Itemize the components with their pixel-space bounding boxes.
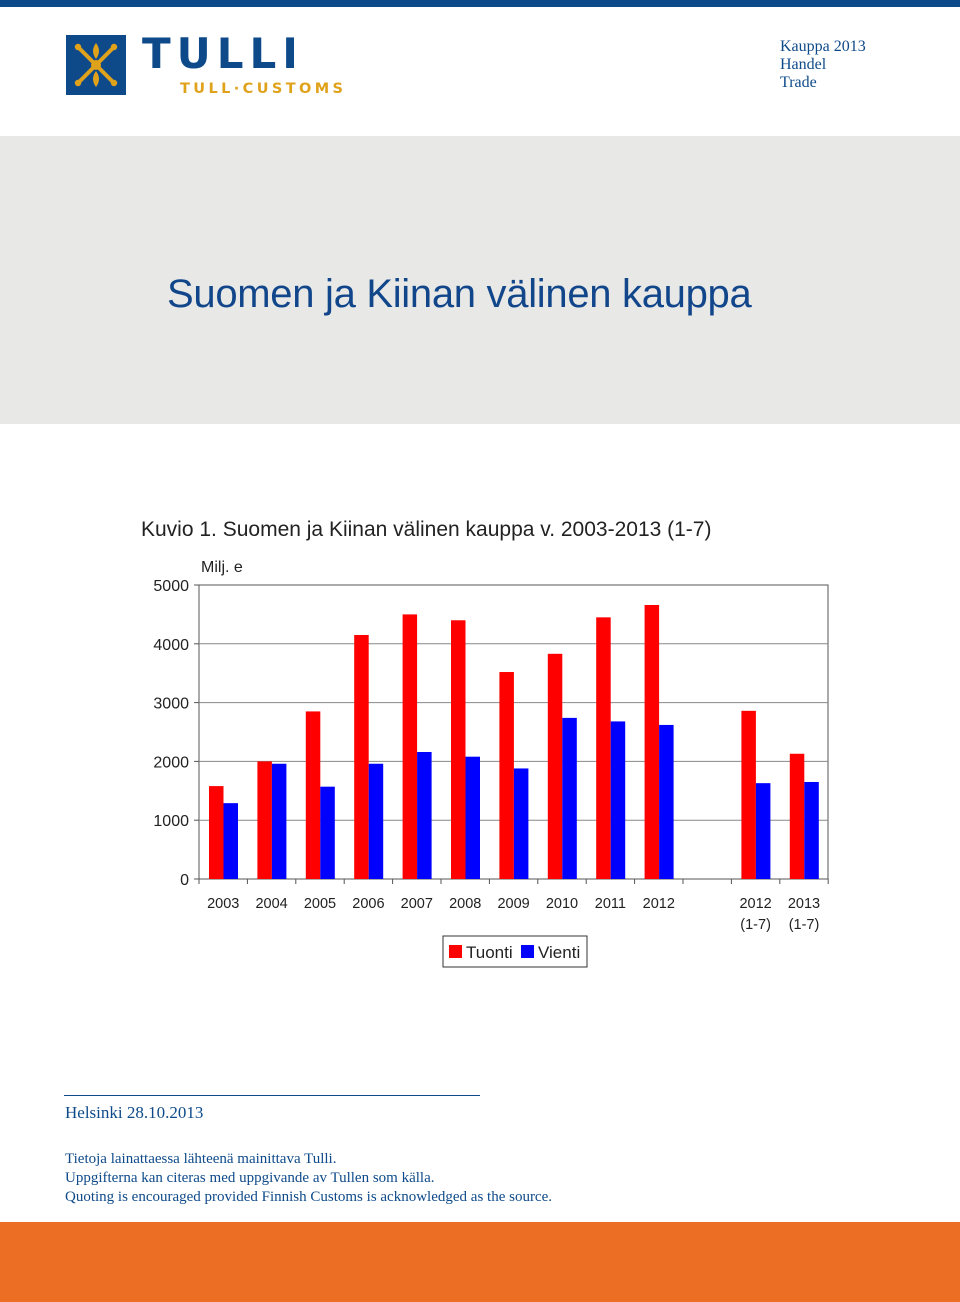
x-tick-label: 2005 xyxy=(303,896,337,912)
legend-swatch-vienti xyxy=(521,945,534,958)
x-tick-label: 2006 xyxy=(352,896,385,912)
y-tick-label: 0 xyxy=(180,872,189,889)
bar-tuonti xyxy=(209,786,224,879)
y-tick-label: 3000 xyxy=(153,695,189,713)
y-tick-label: 5000 xyxy=(153,578,189,595)
bar-vienti xyxy=(369,764,384,879)
notice-line-en: Quoting is encouraged provided Finnish Customs is acknowledged as the source. xyxy=(65,1189,553,1205)
citation-notice xyxy=(65,1150,552,1207)
legend-label-tuonti: Tuonti xyxy=(466,943,513,962)
logo-subtitle: TULL·CUSTOMS xyxy=(180,81,347,97)
x-tick-label: 2012 xyxy=(739,896,772,912)
bar-vienti xyxy=(224,803,239,879)
bar-tuonti xyxy=(548,654,563,879)
notice-line-sv: Uppgifterna kan citeras med uppgivande av Tullen som källa. xyxy=(65,1170,435,1186)
bar-tuonti xyxy=(354,635,369,879)
bar-tuonti xyxy=(403,614,418,879)
document-tags xyxy=(780,38,866,92)
y-tick-label: 4000 xyxy=(153,636,189,654)
top-stripe xyxy=(0,0,960,7)
x-tick-label: 2012 xyxy=(642,896,675,912)
bar-tuonti xyxy=(790,754,805,879)
y-tick-label: 1000 xyxy=(153,813,189,831)
bar-vienti xyxy=(320,787,335,879)
x-tick-label: 2004 xyxy=(255,896,288,912)
x-tick-label: 2009 xyxy=(497,896,530,912)
bar-vienti xyxy=(659,725,674,879)
bar-tuonti xyxy=(741,711,756,879)
bar-vienti xyxy=(417,752,432,879)
bar-tuonti xyxy=(257,761,272,879)
y-tick-label: 2000 xyxy=(153,754,189,772)
x-tick-label: 2003 xyxy=(207,896,240,912)
bar-vienti xyxy=(804,782,819,879)
footer-band xyxy=(0,1222,960,1302)
tulli-emblem-icon xyxy=(66,35,126,95)
notice-line-fi: Tietoja lainattaessa lähteenä mainittava Tulli. xyxy=(65,1151,337,1167)
bar-tuonti xyxy=(451,620,466,879)
x-tick-label: 2010 xyxy=(545,896,579,912)
bar-tuonti xyxy=(306,711,321,879)
x-tick-label: (1-7) xyxy=(788,917,820,933)
tag-handel: Handel xyxy=(780,56,827,73)
legend-label-vienti: Vienti xyxy=(538,943,581,962)
tulli-logo xyxy=(66,29,386,99)
logo-name: TULLI xyxy=(142,29,304,78)
bar-tuonti xyxy=(645,605,660,879)
bar-vienti xyxy=(514,768,529,879)
x-tick-label: 2007 xyxy=(400,896,433,912)
tag-kauppa: Kauppa 2013 xyxy=(780,38,866,55)
publication-date: Helsinki 28.10.2013 xyxy=(65,1103,204,1122)
x-tick-label: 2008 xyxy=(449,896,482,912)
bar-vienti xyxy=(562,718,577,879)
signature-line xyxy=(64,1095,480,1096)
page-title: Suomen ja Kiinan välinen kauppa xyxy=(167,272,752,316)
bar-vienti xyxy=(756,783,771,879)
x-tick-label: (1-7) xyxy=(740,917,771,933)
bar-tuonti xyxy=(499,672,514,879)
x-tick-label: 2013 xyxy=(787,896,821,912)
bar-tuonti xyxy=(596,617,611,879)
x-tick-label: 2011 xyxy=(594,896,626,912)
tag-trade: Trade xyxy=(780,74,817,91)
legend-swatch-tuonti xyxy=(449,945,462,958)
chart-title: Kuvio 1. Suomen ja Kiinan välinen kauppa v. 2003-2013 (1-7) xyxy=(141,518,712,541)
bar-vienti xyxy=(272,764,287,879)
y-axis-label: Milj. e xyxy=(201,559,243,576)
trade-bar-chart xyxy=(0,540,960,980)
bar-vienti xyxy=(466,757,481,879)
bar-vienti xyxy=(611,721,626,879)
